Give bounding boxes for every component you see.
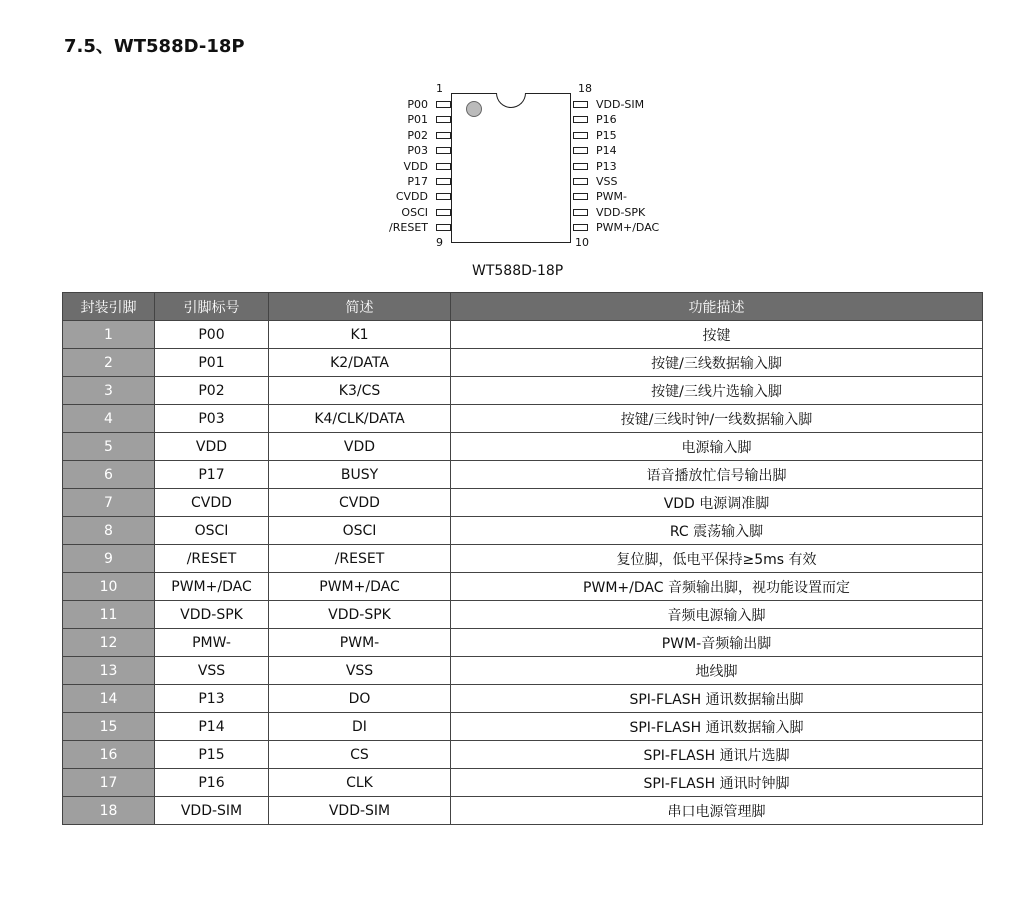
table-row xyxy=(63,349,983,377)
chip-body xyxy=(451,93,571,243)
chip-pin-label: P17 xyxy=(407,175,428,188)
cell-package-pin: 8 xyxy=(63,517,155,545)
pin-number-9: 9 xyxy=(436,236,443,249)
cell-package-pin: 15 xyxy=(63,713,155,741)
cell-brief: VSS xyxy=(269,657,451,685)
chip-pin-label: P13 xyxy=(596,159,617,173)
cell-brief: BUSY xyxy=(269,461,451,489)
cell-pin-label: P17 xyxy=(155,461,269,489)
cell-function: SPI-FLASH 通讯片选脚 xyxy=(451,741,983,769)
cell-brief: /RESET xyxy=(269,545,451,573)
pin-number-18: 18 xyxy=(578,82,592,95)
chip-pin-tab xyxy=(573,147,588,154)
chip-pin-tab xyxy=(573,116,588,123)
table-header-row xyxy=(63,293,983,321)
table-row xyxy=(63,517,983,545)
header-package-pin: 封装引脚 xyxy=(63,293,155,321)
cell-package-pin: 1 xyxy=(63,321,155,349)
chip-pin-label: P02 xyxy=(407,128,428,142)
cell-package-pin: 17 xyxy=(63,769,155,797)
chip-pin-label: VSS xyxy=(596,175,618,188)
cell-pin-label: PMW- xyxy=(155,629,269,657)
chip-pin-tab xyxy=(436,224,451,231)
chip-pin-label: OSCI xyxy=(401,205,428,219)
cell-brief: OSCI xyxy=(269,517,451,545)
cell-function: 按键 xyxy=(451,321,983,349)
cell-function: 串口电源管理脚 xyxy=(451,797,983,825)
chip-pin-label: P03 xyxy=(407,144,428,158)
pin-number-1: 1 xyxy=(436,82,443,95)
cell-pin-label: P13 xyxy=(155,685,269,713)
chip-pin-tab xyxy=(573,224,588,231)
table-row xyxy=(63,405,983,433)
cell-pin-label: P15 xyxy=(155,741,269,769)
cell-package-pin: 5 xyxy=(63,433,155,461)
cell-function: 按键/三线数据输入脚 xyxy=(451,349,983,377)
cell-pin-label: VSS xyxy=(155,657,269,685)
cell-brief: K2/DATA xyxy=(269,349,451,377)
cell-function: PWM+/DAC 音频输出脚，视功能设置而定 xyxy=(451,573,983,601)
table-row xyxy=(63,377,983,405)
table-row xyxy=(63,629,983,657)
table-row xyxy=(63,741,983,769)
cell-brief: CS xyxy=(269,741,451,769)
cell-function: 复位脚，低电平保持≥5ms 有效 xyxy=(451,545,983,573)
cell-pin-label: P16 xyxy=(155,769,269,797)
chip-pin-tab xyxy=(573,209,588,216)
cell-package-pin: 10 xyxy=(63,573,155,601)
cell-function: 地线脚 xyxy=(451,657,983,685)
chip-pin-label: PWM- xyxy=(596,190,627,204)
chip-pin-label: VDD-SIM xyxy=(596,98,645,111)
cell-package-pin: 14 xyxy=(63,685,155,713)
cell-function: 电源输入脚 xyxy=(451,433,983,461)
cell-brief: VDD-SPK xyxy=(269,601,451,629)
chip-pin-tab xyxy=(573,132,588,139)
chip-pin-label: P14 xyxy=(596,144,617,158)
chip-pin-tab xyxy=(436,132,451,139)
table-row xyxy=(63,321,983,349)
cell-brief: DO xyxy=(269,685,451,713)
cell-pin-label: P03 xyxy=(155,405,269,433)
table-row xyxy=(63,601,983,629)
cell-package-pin: 6 xyxy=(63,461,155,489)
cell-function: 音频电源输入脚 xyxy=(451,601,983,629)
cell-function: VDD 电源调准脚 xyxy=(451,489,983,517)
cell-package-pin: 18 xyxy=(63,797,155,825)
cell-brief: DI xyxy=(269,713,451,741)
table-row xyxy=(63,657,983,685)
cell-function: SPI-FLASH 通讯数据输入脚 xyxy=(451,713,983,741)
header-function: 功能描述 xyxy=(451,293,983,321)
table-row xyxy=(63,545,983,573)
cell-package-pin: 16 xyxy=(63,741,155,769)
pin-number-10: 10 xyxy=(575,236,589,249)
pin-function-table xyxy=(62,292,983,825)
cell-pin-label: VDD-SIM xyxy=(155,797,269,825)
chip-pin-tab xyxy=(436,163,451,170)
cell-brief: PWM- xyxy=(269,629,451,657)
chip-pin-tab xyxy=(573,193,588,200)
chip-pin-label: PWM+/DAC xyxy=(596,221,660,235)
cell-function: RC 震荡输入脚 xyxy=(451,517,983,545)
chip-pin-tab xyxy=(573,101,588,108)
table-row xyxy=(63,433,983,461)
cell-pin-label: CVDD xyxy=(155,489,269,517)
chip-pin-label: P01 xyxy=(407,113,428,127)
header-pin-label: 引脚标号 xyxy=(155,293,269,321)
cell-package-pin: 11 xyxy=(63,601,155,629)
cell-pin-label: P14 xyxy=(155,713,269,741)
chip-pin-tab xyxy=(573,163,588,170)
cell-pin-label: VDD xyxy=(155,433,269,461)
chip-pin-label: P16 xyxy=(596,113,617,127)
cell-pin-label: OSCI xyxy=(155,517,269,545)
chip-pin-tab xyxy=(436,101,451,108)
chip-pin-tab xyxy=(436,116,451,123)
cell-package-pin: 12 xyxy=(63,629,155,657)
chip-pin-label: /RESET xyxy=(389,221,428,235)
chip-notch xyxy=(496,93,526,108)
table-row xyxy=(63,797,983,825)
table-row xyxy=(63,573,983,601)
section-title: 7.5、WT588D-18P xyxy=(64,36,245,57)
cell-pin-label: /RESET xyxy=(155,545,269,573)
cell-pin-label: P01 xyxy=(155,349,269,377)
table-row xyxy=(63,769,983,797)
cell-brief: VDD-SIM xyxy=(269,797,451,825)
cell-function: 语音播放忙信号输出脚 xyxy=(451,461,983,489)
cell-function: SPI-FLASH 通讯时钟脚 xyxy=(451,769,983,797)
chip-pinout-diagram xyxy=(0,0,1034,290)
cell-function: SPI-FLASH 通讯数据输出脚 xyxy=(451,685,983,713)
table-row xyxy=(63,685,983,713)
pin1-marker xyxy=(466,101,482,117)
table-row xyxy=(63,713,983,741)
chip-pin-tab xyxy=(436,193,451,200)
cell-function: 按键/三线时钟/一线数据输入脚 xyxy=(451,405,983,433)
cell-package-pin: 9 xyxy=(63,545,155,573)
cell-package-pin: 3 xyxy=(63,377,155,405)
cell-brief: K1 xyxy=(269,321,451,349)
chip-pin-label: P15 xyxy=(596,128,617,142)
cell-brief: PWM+/DAC xyxy=(269,573,451,601)
chip-pin-tab xyxy=(573,178,588,185)
cell-function: 按键/三线片选输入脚 xyxy=(451,377,983,405)
cell-package-pin: 13 xyxy=(63,657,155,685)
cell-brief: CVDD xyxy=(269,489,451,517)
chip-pin-tab xyxy=(436,178,451,185)
cell-package-pin: 4 xyxy=(63,405,155,433)
cell-brief: K3/CS xyxy=(269,377,451,405)
cell-package-pin: 2 xyxy=(63,349,155,377)
chip-pin-label: P00 xyxy=(407,98,428,111)
cell-function: PWM-音频输出脚 xyxy=(451,629,983,657)
cell-pin-label: VDD-SPK xyxy=(155,601,269,629)
cell-brief: CLK xyxy=(269,769,451,797)
chip-pin-tab xyxy=(436,147,451,154)
cell-brief: VDD xyxy=(269,433,451,461)
cell-brief: K4/CLK/DATA xyxy=(269,405,451,433)
cell-pin-label: P00 xyxy=(155,321,269,349)
chip-pin-label: VDD-SPK xyxy=(596,205,646,219)
cell-pin-label: P02 xyxy=(155,377,269,405)
cell-pin-label: PWM+/DAC xyxy=(155,573,269,601)
chip-pin-label: VDD xyxy=(403,159,428,173)
table-row xyxy=(63,461,983,489)
cell-package-pin: 7 xyxy=(63,489,155,517)
table-row xyxy=(63,489,983,517)
header-brief: 简述 xyxy=(269,293,451,321)
chip-caption: WT588D-18P xyxy=(472,263,564,279)
chip-pin-label: CVDD xyxy=(395,190,428,204)
chip-pin-tab xyxy=(436,209,451,216)
